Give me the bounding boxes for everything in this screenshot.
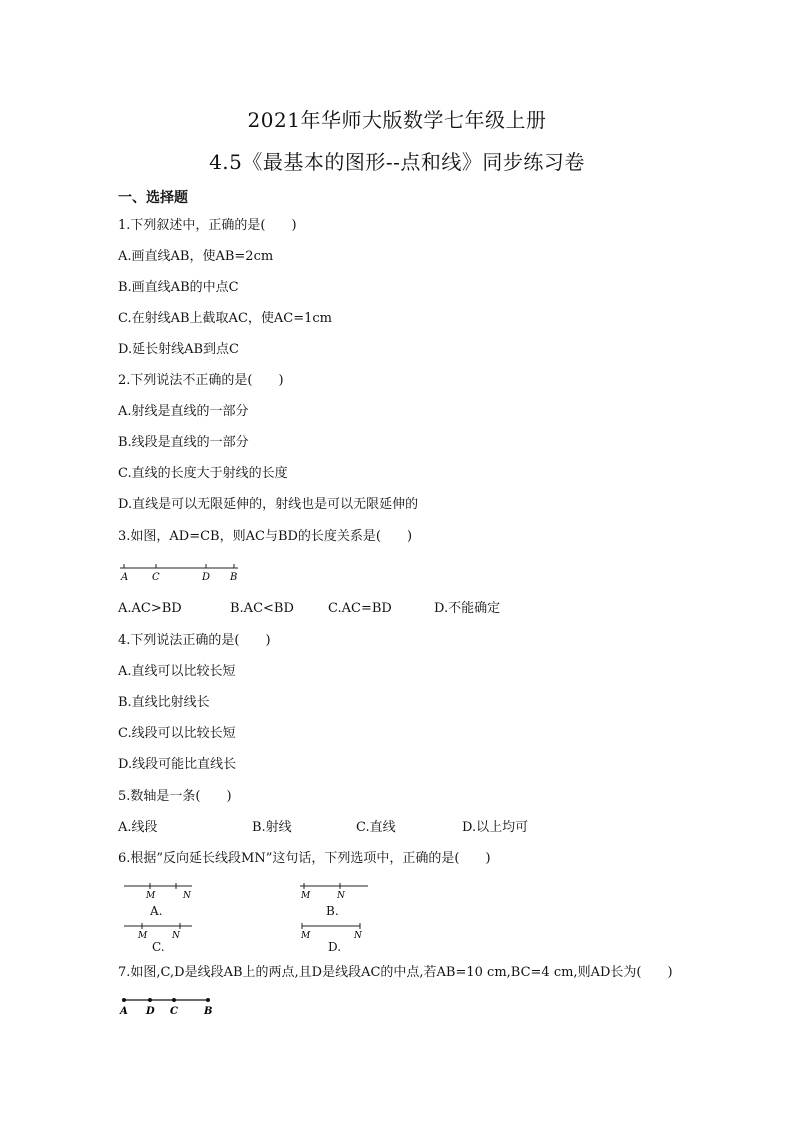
question-3-option-c: C.AC=BD: [328, 601, 392, 616]
figure-d-label-m: M: [301, 931, 311, 941]
question-2-option-d: D.直线是可以无限延伸的，射线也是可以无限延伸的: [118, 497, 419, 512]
section-heading: 一、选择题: [118, 190, 188, 206]
question-6-stem: 6.根据”反向延长线段MN”这句话，下列选项中，正确的是( ): [118, 851, 491, 866]
point-label-a: A: [120, 1006, 128, 1017]
question-3-figure: [116, 560, 246, 586]
question-4-option-b: B.直线比射线长: [118, 695, 210, 710]
figure-c-label-m: M: [138, 931, 148, 941]
question-5-stem: 5.数轴是一条( ): [118, 789, 232, 804]
question-6-caption-c: C.: [152, 940, 165, 954]
question-1-option-a: A.画直线AB，使AB=2cm: [118, 249, 274, 264]
question-5-option-c: C.直线: [356, 820, 396, 835]
question-7-stem: 7.如图,C,D是线段AB上的两点,且D是线段AC的中点,若AB=10 cm,BC=4 cm,则AD长为( ): [118, 965, 673, 980]
question-1-stem: 1.下列叙述中，正确的是( ): [118, 218, 297, 233]
question-5-option-a: A.线段: [118, 820, 158, 835]
point-label-a: A: [121, 572, 129, 583]
point-b: [206, 998, 210, 1002]
question-4-option-d: D.线段可能比直线长: [118, 757, 237, 772]
question-1-option-c: C.在射线AB上截取AC，使AC=1cm: [118, 311, 332, 326]
point-a: [122, 998, 126, 1002]
point-label-d: D: [146, 1006, 155, 1017]
question-2-stem: 2.下列说法不正确的是( ): [118, 373, 284, 388]
point-c: [172, 998, 176, 1002]
question-4-option-c: C.线段可以比较长短: [118, 726, 236, 741]
question-3-option-a: A.AC>BD: [118, 601, 182, 616]
point-label-b: B: [230, 572, 238, 583]
question-3-options: [118, 601, 678, 617]
document-title: 2021年华师大版数学七年级上册: [247, 108, 547, 132]
question-1-option-d: D.延长射线AB到点C: [118, 342, 239, 357]
point-label-d: D: [202, 572, 211, 583]
question-2-option-c: C.直线的长度大于射线的长度: [118, 466, 288, 481]
document-subtitle: 4.5《最基本的图形--点和线》同步练习卷: [209, 150, 585, 174]
point-label-c: C: [152, 572, 160, 583]
question-5-options: [118, 820, 678, 836]
question-3-option-d: D.不能确定: [434, 601, 501, 616]
question-1-option-b: B.画直线AB的中点C: [118, 280, 239, 295]
point-label-b: B: [204, 1006, 213, 1017]
question-2-option-a: A.射线是直线的一部分: [118, 404, 249, 419]
question-6-caption-a: A.: [150, 904, 163, 918]
question-5-option-b: B.射线: [252, 820, 292, 835]
question-6-figure-c: [120, 920, 200, 942]
figure-b-label-n: N: [337, 891, 345, 901]
question-2-option-b: B.线段是直线的一部分: [118, 435, 249, 450]
question-6-figure-b: [296, 880, 376, 902]
question-7-figure: [116, 994, 220, 1018]
figure-c-label-n: N: [172, 931, 180, 941]
figure-a-label-n: N: [183, 891, 191, 901]
question-6-caption-d: D.: [328, 940, 342, 954]
question-3-stem: 3.如图，AD=CB，则AC与BD的长度关系是( ): [118, 529, 413, 544]
figure-a-label-m: M: [146, 891, 156, 901]
question-4-stem: 4.下列说法正确的是( ): [118, 633, 271, 648]
question-3-option-b: B.AC<BD: [230, 601, 294, 616]
question-6-caption-b: B.: [326, 904, 339, 918]
question-6-figure-d: [296, 920, 376, 942]
question-6-figure-a: [120, 880, 200, 902]
point-label-c: C: [170, 1006, 178, 1017]
question-4-option-a: A.直线可以比较长短: [118, 664, 236, 679]
point-d: [148, 998, 152, 1002]
figure-b-label-m: M: [301, 891, 311, 901]
figure-d-label-n: N: [354, 931, 362, 941]
question-5-option-d: D.以上均可: [462, 820, 529, 835]
